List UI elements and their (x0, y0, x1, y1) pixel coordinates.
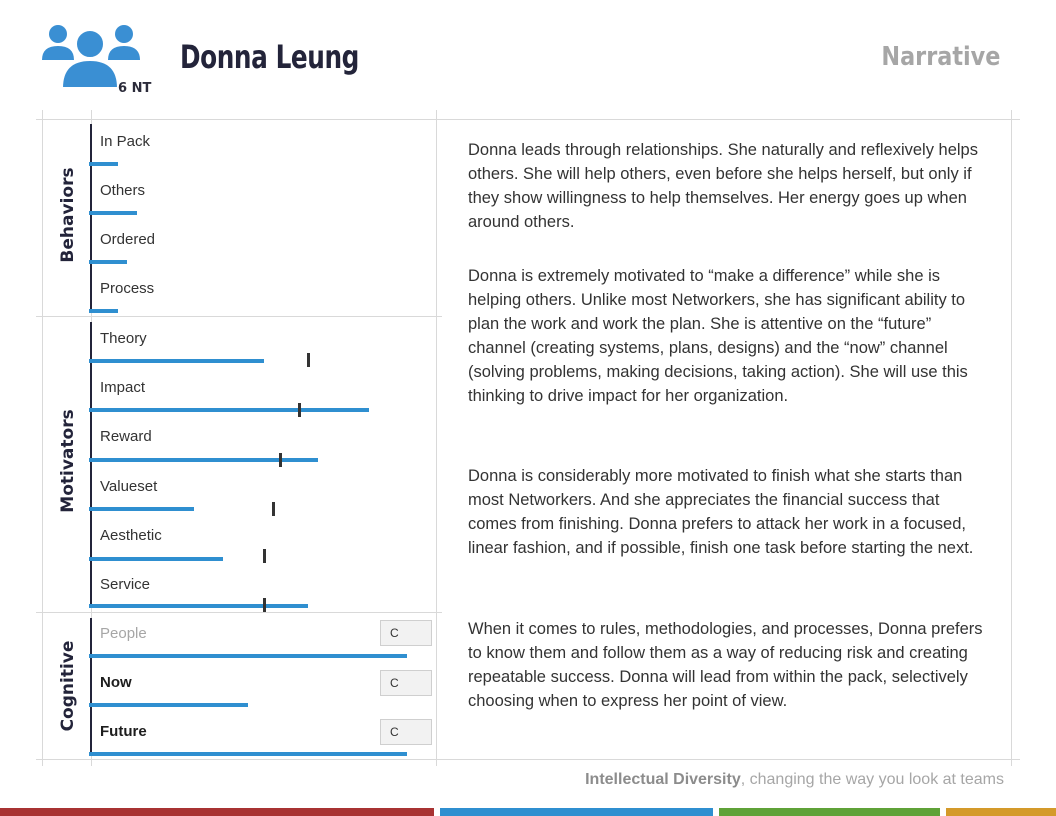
frame-right-line (1011, 110, 1012, 766)
narrative-paragraph: Donna is extremely motivated to “make a difference” while she is helping others. Unlike most Networkers, she has significant ability to plan the work and work the plan. She is attentive on the “future” channel (creating systems, plans, designs) and the “now” channel (solving problems, making decisions, taking action). She will use this thinking to drive impact for her organization. (468, 267, 968, 405)
motivator-bar-reward (89, 458, 318, 462)
frame-top-line (36, 119, 1020, 120)
motivator-bar-service (89, 604, 308, 608)
motivator-bar-valueset (89, 507, 194, 511)
chart-column-line (436, 110, 437, 766)
behavior-label-in-pack: In Pack (100, 133, 151, 150)
cognitive-badge-people: C (380, 620, 432, 646)
person-name: Donna Leung (180, 38, 359, 76)
footer-stripe-blue (440, 808, 713, 816)
cognitive-label-people: People (100, 625, 147, 642)
frame-left-line (42, 110, 43, 766)
motivators-label: Motivators (58, 409, 78, 513)
footer-tagline-text: , changing the way you look at teams (740, 771, 1004, 788)
narrative-paragraph: Donna is considerably more motivated to finish what she starts than most Networkers. And she appreciates the financial success that comes from finishing. Donna prefers to attack her work in a focused, linear fashion, and if possible, finish one task before starting the next. (468, 467, 974, 557)
frame-bottom-line (36, 759, 1020, 760)
footer-stripe-green (719, 808, 940, 816)
cognitive-badge-future: C (380, 719, 432, 745)
motivators-accent-bar (90, 322, 92, 608)
behavior-bar-process (89, 309, 118, 313)
footer-tagline (585, 771, 1004, 789)
motivator-label-service: Service (100, 576, 151, 593)
motivator-marker-theory (307, 353, 310, 367)
motivator-bar-aesthetic (89, 557, 223, 561)
motivator-marker-reward (279, 453, 282, 467)
footer-stripe-gold (946, 808, 1056, 816)
cognitive-label-future: Future (100, 723, 147, 740)
motivator-label-valueset: Valueset (100, 478, 158, 495)
narrative-paragraph: When it comes to rules, methodologies, and processes, Donna prefers to know them and follow them as a way of reducing risk and creating repeatable success. Donna will lead from within the pack, selectively choosing when to express her point of view. (468, 620, 983, 710)
motivator-label-reward: Reward (100, 428, 152, 445)
motivator-label-theory: Theory (100, 330, 147, 347)
section-divider (36, 612, 442, 613)
behaviors-accent-bar (90, 124, 92, 312)
motivator-label-aesthetic: Aesthetic (100, 527, 162, 544)
cognitive-bar-people (89, 654, 407, 658)
behavior-label-process: Process (100, 280, 155, 297)
cognitive-label-now: Now (100, 674, 132, 691)
cognitive-badge-now: C (380, 670, 432, 696)
motivator-bar-impact (89, 408, 369, 412)
behavior-bar-others (89, 211, 137, 215)
footer-brand: Intellectual Diversity (585, 771, 741, 788)
motivator-marker-impact (298, 403, 301, 417)
behavior-label-ordered: Ordered (100, 231, 156, 248)
cognitive-bar-now (89, 703, 248, 707)
cognitive-accent-bar (90, 618, 92, 756)
narrative-paragraph: Donna leads through relationships. She naturally and reflexively helps others. She will help others, even before she helps herself, but only if they show willingness to help themselves. Her energy goes up when around others. (468, 141, 978, 231)
team-code: 6 NT (118, 81, 152, 96)
behavior-bar-ordered (89, 260, 127, 264)
motivator-marker-service (263, 598, 266, 612)
footer-stripe-red (0, 808, 434, 816)
motivator-marker-valueset (272, 502, 275, 516)
motivator-bar-theory (89, 359, 264, 363)
section-divider (36, 316, 442, 317)
motivator-marker-aesthetic (263, 549, 266, 563)
section-title: Narrative (880, 42, 1000, 72)
behaviors-label: Behaviors (58, 167, 78, 263)
cognitive-bar-future (89, 752, 407, 756)
motivator-label-impact: Impact (100, 379, 146, 396)
behavior-label-others: Others (100, 182, 146, 199)
behavior-bar-in-pack (89, 162, 118, 166)
cognitive-label: Cognitive (58, 640, 78, 732)
